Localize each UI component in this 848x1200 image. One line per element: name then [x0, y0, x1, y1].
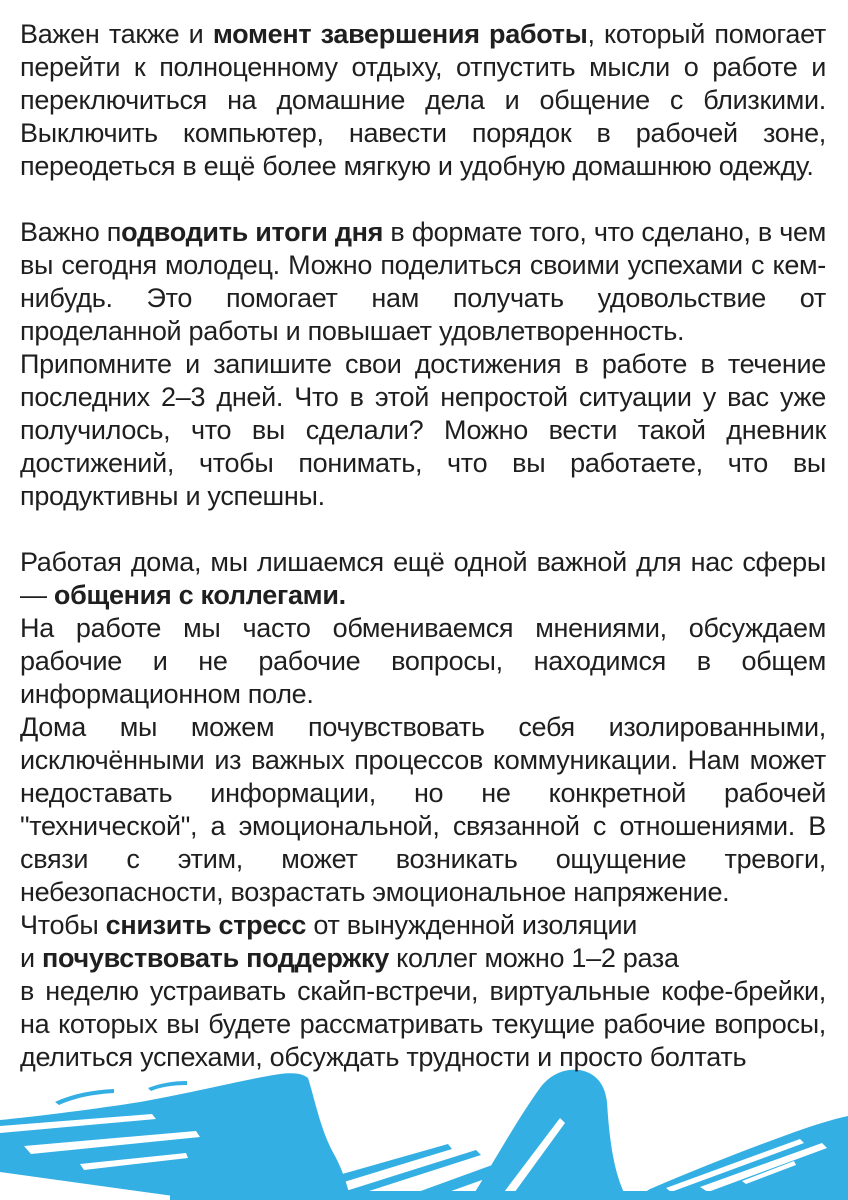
blue-brush-stroke-icon	[0, 1060, 848, 1200]
text-run: от вынужденной изоляции	[306, 910, 638, 940]
text-run: и	[20, 943, 42, 973]
text-run: Припомните и запишите свои достижения в работе в течение последних 2–3 дней. Что в этой непростой ситуации у вас уже получилось, что вы сделали? Можно вести такой дневник достижений, чтобы понимать, что вы работаете, что вы продуктивны и успешны.	[20, 349, 826, 511]
text-run: Работая дома, мы лишаемся ещё одной важной для нас сферы —	[20, 547, 826, 610]
paragraph-colleagues-intro	[20, 546, 826, 612]
text-run: Чтобы	[20, 910, 106, 940]
brush-flick	[55, 1089, 114, 1105]
brush-flick	[148, 1081, 187, 1091]
paragraph-work-finish	[20, 18, 826, 183]
text-run: Дома мы можем почувствовать себя изолированными, исключёнными из важных процессов коммуникации. Нам может недоставать информации, но не конкретной рабочей "технической", а эмоциональной, связанной с отношениями. В связи с этим, может возникать ощущение тревоги, небезопасности, возрастать эмоциональное напряжение.	[20, 712, 826, 907]
text-run: Важен также и	[20, 19, 213, 49]
paragraph-office-communication	[20, 612, 826, 711]
paragraph-stress-reduction	[20, 909, 826, 1074]
brush-bottom-bar	[170, 1191, 848, 1200]
text-run: в формате того, что сделано, в чем вы сегодня молодец. Можно поделиться своими успехами с кем-нибудь. Это помогает нам получать удовольствие от проделанной работы и повышает удовлетворенность.	[20, 217, 826, 346]
paragraph-daily-summary	[20, 216, 826, 348]
text-run: коллег можно 1–2 раза	[388, 943, 679, 973]
text-run: Важно п	[20, 217, 122, 247]
text-run: , который помогает перейти к полноценному отдыху, отпустить мысли о работе и переключиться на домашние дела и общение с близкими. Выключить компьютер, навести порядок в рабочей зоне, переодеться в ещё более мягкую и удобную домашнюю одежду.	[20, 19, 826, 181]
bold-text-run: общения с коллегами.	[53, 580, 346, 610]
bold-text-run: момент завершения работы	[212, 19, 588, 49]
bold-text-run: снизить стресс	[105, 910, 307, 940]
paragraph-achievements	[20, 348, 826, 513]
text-run: в неделю устраивать скайп-встречи, виртуальные кофе-брейки, на которых вы будете рассматривать текущие рабочие вопросы, делиться успехами, обсуждать трудности и просто болтать	[20, 976, 826, 1072]
brush-right-band	[632, 1116, 848, 1200]
bold-text-run: одводить итоги дня	[121, 217, 384, 247]
bold-text-run: почувствовать поддержку	[41, 943, 389, 973]
paragraph-isolation	[20, 711, 826, 909]
text-run: На работе мы часто обмениваемся мнениями, обсуждаем рабочие и не рабочие вопросы, находимся в общем информационном поле.	[20, 613, 826, 709]
